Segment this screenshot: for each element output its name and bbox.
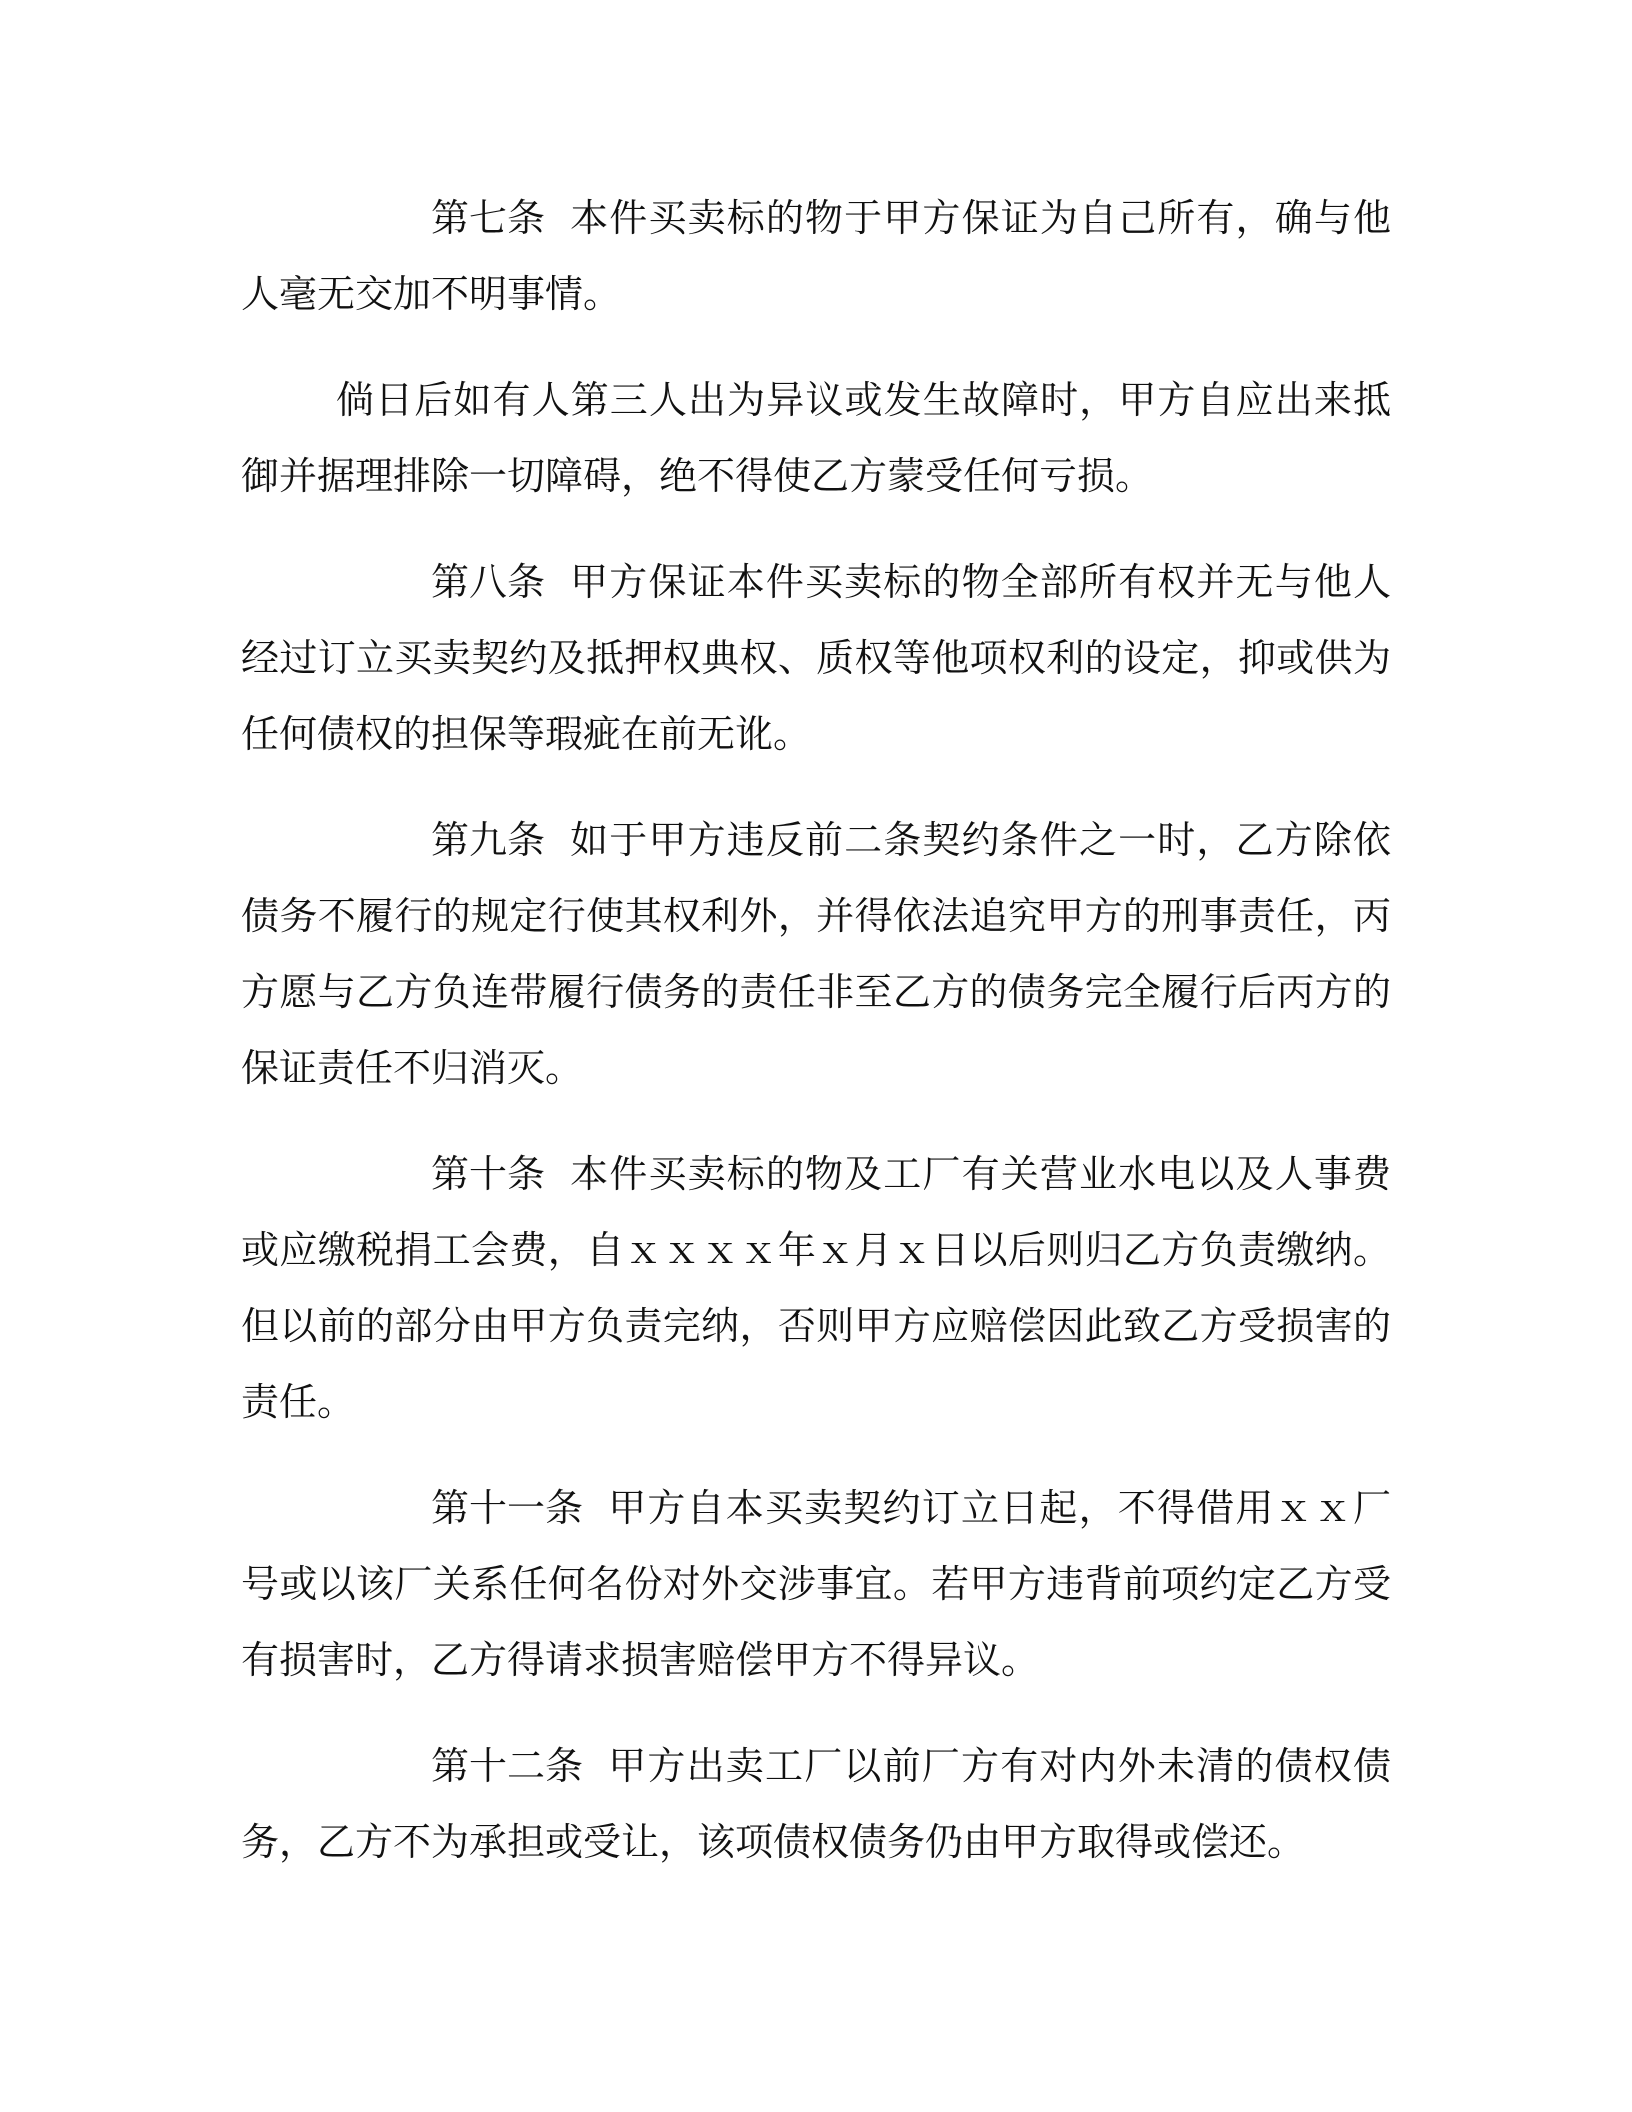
clause-heading: 第十一条 [431,1486,584,1530]
clause-9 [241,802,1391,1106]
clause-7-continued [241,362,1391,514]
clause-10 [241,1136,1391,1440]
clause-11 [241,1470,1391,1698]
clause-heading: 第九条 [431,818,546,862]
clause-heading: 第十二条 [431,1744,584,1788]
clause-12 [241,1728,1391,1880]
clause-heading: 第八条 [431,560,546,604]
clause-heading: 第十条 [431,1152,546,1196]
clause-7 [241,180,1391,332]
clause-heading: 第七条 [431,196,546,240]
clause-text: 甲方自本买卖契约订立日起，不得借用ｘｘ厂号或以该厂关系任何名份对外交涉事宜。若甲方违背前项约定乙方受有损害时，乙方得请求损害赔偿甲方不得异议。 [241,1486,1391,1682]
clause-text: 本件买卖标的物及工厂有关营业水电以及人事费或应缴税捐工会费，自ｘｘｘｘ年ｘ月ｘ日以后则归乙方负责缴纳。但以前的部分由甲方负责完纳，否则甲方应赔偿因此致乙方受损害的责任。 [241,1152,1391,1424]
clause-text: 甲方出卖工厂以前厂方有对内外未清的债权债务，乙方不为承担或受让，该项债权债务仍由甲方取得或偿还。 [241,1744,1391,1864]
clause-text: 本件买卖标的物于甲方保证为自己所有，确与他人毫无交加不明事情。 [241,196,1391,316]
clause-text: 倘日后如有人第三人出为异议或发生故障时，甲方自应出来抵御并据理排除一切障碍，绝不得使乙方蒙受任何亏损。 [241,378,1391,498]
clause-text: 如于甲方违反前二条契约条件之一时，乙方除依债务不履行的规定行使其权利外，并得依法追究甲方的刑事责任，丙方愿与乙方负连带履行债务的责任非至乙方的债务完全履行后丙方的保证责任不归消灭。 [241,818,1391,1090]
document-body [241,180,1391,1910]
clause-8 [241,544,1391,772]
clause-text: 甲方保证本件买卖标的物全部所有权并无与他人经过订立买卖契约及抵押权典权、质权等他项权利的设定，抑或供为任何债权的担保等瑕疵在前无讹。 [241,560,1391,756]
